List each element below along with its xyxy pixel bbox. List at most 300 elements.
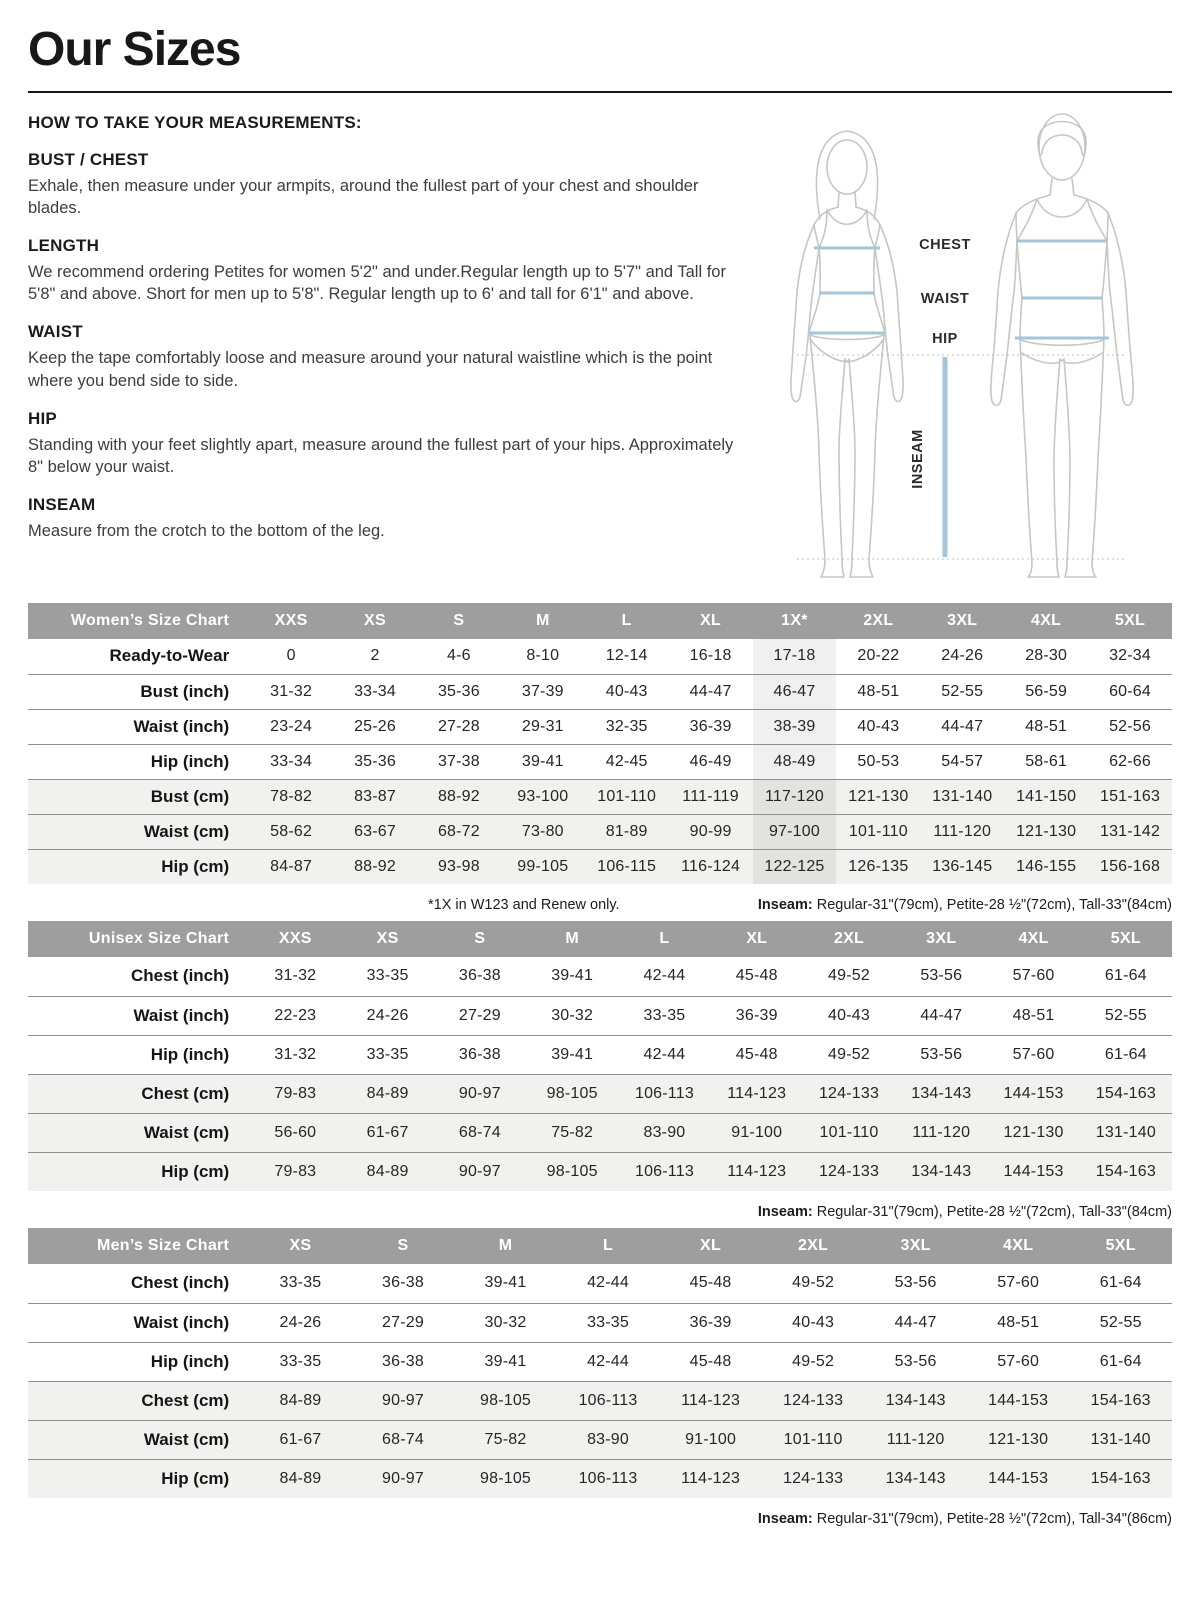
size-cell: 58-61: [1025, 752, 1068, 770]
footnote-1x-note: *1X in W123 and Renew only.: [428, 897, 620, 913]
size-cell: 117-120: [753, 779, 837, 814]
unisex-size-chart-block: [28, 921, 1172, 1220]
size-cell: 90-97: [382, 1391, 424, 1409]
size-cell: 106-113: [578, 1469, 638, 1487]
size-cell: 53-56: [894, 1352, 937, 1370]
mens-size-chart-block: [28, 1228, 1172, 1527]
size-cell: 116-124: [681, 857, 741, 875]
male-hair-path: [1038, 122, 1086, 156]
size-cell: 114-123: [727, 1084, 787, 1102]
size-cell: 124-133: [783, 1391, 844, 1409]
size-cell: 50-53: [857, 752, 900, 770]
size-cell: 62-66: [1109, 752, 1151, 770]
section-body: Standing with your feet slightly apart, measure around the fullest part of your hips. Approximately 8" below your waist.: [28, 435, 734, 476]
size-cell: 27-29: [458, 1006, 501, 1024]
size-cell: 36-38: [458, 1045, 501, 1063]
size-cell: 33-35: [279, 1274, 322, 1292]
header-row: [28, 921, 1172, 957]
table-row: [28, 849, 1172, 884]
section-length: [28, 236, 743, 305]
male-shoulders: [1016, 195, 1108, 213]
section-body: We recommend ordering Petites for women 5'2" and under.Regular length up to 5'7" and Tall for 5'8" and above. Short for men up to 5'8". Regular length up to 6' and tall for 6'1" and above.: [28, 263, 726, 304]
size-cell: 53-56: [894, 1274, 937, 1292]
size-cell: 121-130: [988, 1430, 1049, 1448]
size-cell: 31-32: [270, 682, 313, 700]
size-cell: 156-168: [1099, 857, 1161, 875]
womens-size-chart-block: [28, 603, 1172, 913]
size-cell: 36-39: [689, 717, 732, 735]
size-cell: 97-100: [753, 814, 837, 849]
table-row: [28, 1381, 1172, 1420]
mens-footnote: [28, 1511, 1172, 1527]
size-cell: 154-163: [1095, 1084, 1156, 1102]
column-header: XS: [341, 921, 433, 957]
size-cell: 39-41: [551, 967, 594, 985]
column-header: 4XL: [967, 1228, 1070, 1264]
size-cell: 141-150: [1016, 787, 1077, 805]
size-cell: 52-55: [1104, 1006, 1147, 1024]
table-row: [28, 996, 1172, 1035]
size-cell: 88-92: [437, 787, 480, 805]
size-cell: 122-125: [753, 849, 837, 884]
size-cell: 84-89: [366, 1084, 409, 1102]
size-cell: 44-47: [941, 717, 984, 735]
column-header: S: [352, 1228, 455, 1264]
measurement-section: [28, 113, 1172, 579]
size-cell: 144-153: [988, 1391, 1049, 1409]
column-header: 3XL: [895, 921, 987, 957]
size-cell: 17-18: [753, 639, 837, 674]
size-cell: 134-143: [911, 1162, 972, 1180]
size-cell: 131-140: [1095, 1123, 1156, 1141]
female-shoulders: [814, 207, 880, 225]
column-header: XS: [333, 603, 417, 639]
size-cell: 52-55: [1099, 1313, 1142, 1331]
size-cell: 75-82: [484, 1430, 527, 1448]
male-shorts: [1020, 340, 1104, 363]
size-cell: 42-44: [587, 1352, 629, 1370]
size-cell: 106-115: [597, 857, 657, 875]
male-left-leg: [1020, 338, 1060, 577]
size-cell: 134-143: [911, 1084, 972, 1102]
row-label: Hip (cm): [161, 1161, 230, 1181]
size-cell: 106-113: [634, 1162, 694, 1180]
size-cell: 32-34: [1109, 647, 1151, 665]
size-cell: 27-28: [437, 717, 480, 735]
size-cell: 42-45: [605, 752, 648, 770]
size-cell: 101-110: [819, 1123, 879, 1141]
size-cell: 44-47: [689, 682, 732, 700]
title-divider: [28, 91, 1172, 93]
size-cell: 33-35: [366, 1045, 409, 1063]
size-cell: 45-48: [689, 1352, 732, 1370]
size-cell: 49-52: [792, 1352, 835, 1370]
size-cell: 124-133: [818, 1162, 880, 1180]
female-left-leg: [810, 335, 845, 577]
column-header: 2XL: [762, 1228, 865, 1264]
size-cell: 42-44: [587, 1274, 629, 1292]
male-neck: [1050, 179, 1074, 195]
size-cell: 32-35: [605, 717, 648, 735]
column-header: M: [501, 603, 585, 639]
size-cell: 124-133: [818, 1084, 880, 1102]
column-header: L: [557, 1228, 660, 1264]
size-cell: 49-52: [828, 1045, 870, 1063]
size-cell: 101-110: [597, 787, 657, 805]
footnote-inseam: [758, 897, 1172, 913]
row-label: Waist (cm): [143, 1429, 230, 1449]
size-cell: 79-83: [274, 1084, 317, 1102]
size-cell: 68-72: [437, 822, 480, 840]
column-header: XL: [659, 1228, 762, 1264]
size-cell: 61-67: [366, 1123, 409, 1141]
size-cell: 83-90: [643, 1123, 686, 1141]
size-cell: 46-47: [753, 674, 837, 709]
size-cell: 40-43: [792, 1313, 835, 1331]
size-cell: 68-74: [458, 1123, 501, 1141]
size-cell: 33-35: [279, 1352, 322, 1370]
section-heading: BUST / CHEST: [28, 150, 149, 169]
female-right-leg: [849, 335, 884, 577]
section-heading: HIP: [28, 408, 57, 428]
size-cell: 83-90: [587, 1430, 629, 1448]
size-cell: 114-123: [681, 1469, 741, 1487]
table-title: Women’s Size Chart: [28, 603, 249, 639]
womens-size-chart-table: [28, 603, 1172, 884]
measurement-labels: [910, 237, 971, 489]
size-cell: 27-29: [382, 1313, 424, 1331]
column-header: M: [526, 921, 618, 957]
table-row: [28, 1035, 1172, 1074]
size-cell: 56-60: [274, 1123, 317, 1141]
size-cell: 31-32: [274, 1045, 317, 1063]
size-cell: 45-48: [735, 1045, 778, 1063]
table-row: [28, 1074, 1172, 1113]
male-left-arm: [991, 213, 1017, 405]
size-cell: 45-48: [735, 967, 778, 985]
measurement-diagram: [743, 107, 1172, 579]
size-cell: 73-80: [521, 822, 564, 840]
male-torso-right: [1102, 213, 1108, 338]
male-neckline: [1017, 199, 1107, 241]
size-cell: 25-26: [354, 717, 396, 735]
size-cell: 40-43: [857, 717, 900, 735]
footnote-inseam-label: Inseam:: [757, 1511, 813, 1527]
size-cell: 63-67: [354, 822, 396, 840]
row-label: Hip (inch): [150, 1351, 230, 1371]
row-label: Bust (inch): [140, 681, 230, 701]
female-figure: [791, 131, 903, 577]
page-title: Our Sizes: [28, 23, 241, 76]
footnote-inseam-values: Regular-31"(79cm), Petite-28 ½"(72cm), Tall-33"(84cm): [816, 1204, 1172, 1220]
size-cell: 146-155: [1016, 857, 1077, 875]
female-hair-path: [816, 131, 877, 219]
column-header: XL: [711, 921, 803, 957]
size-cell: 111-119: [682, 787, 739, 805]
size-cell: 35-36: [354, 752, 396, 770]
size-cell: 90-97: [458, 1084, 501, 1102]
size-cell: 29-31: [521, 717, 564, 735]
size-cell: 42-44: [643, 967, 686, 985]
size-cell: 39-41: [521, 752, 564, 770]
size-cell: 60-64: [1109, 682, 1151, 700]
size-cell: 31-32: [274, 967, 317, 985]
male-head: [1039, 114, 1085, 180]
size-cell: 39-41: [484, 1352, 527, 1370]
size-cell: 36-39: [689, 1313, 732, 1331]
size-cell: 90-97: [382, 1469, 424, 1487]
size-cell: 33-34: [354, 682, 396, 700]
size-cell: 93-98: [437, 857, 480, 875]
male-figure: [991, 114, 1133, 577]
size-cell: 114-123: [727, 1162, 787, 1180]
table-row: [28, 744, 1172, 779]
table-title: Men’s Size Chart: [28, 1228, 249, 1264]
size-cell: 151-163: [1099, 787, 1161, 805]
size-cell: 106-113: [634, 1084, 694, 1102]
size-cell: 101-110: [848, 822, 908, 840]
size-cell: 48-49: [753, 744, 837, 779]
row-label: Ready-to-Wear: [109, 646, 230, 666]
column-header: XXS: [249, 921, 341, 957]
size-cell: 84-89: [279, 1391, 322, 1409]
column-header: L: [618, 921, 710, 957]
size-cell: 33-35: [587, 1313, 629, 1331]
hip-label: HIP: [932, 331, 958, 347]
size-cell: 57-60: [1012, 1045, 1055, 1063]
size-cell: 90-99: [689, 822, 732, 840]
size-cell: 49-52: [828, 967, 870, 985]
column-header: 5XL: [1088, 603, 1172, 639]
size-cell: 0: [286, 647, 296, 665]
footnote-inseam-label: Inseam:: [757, 897, 813, 913]
table-row: [28, 957, 1172, 996]
column-header: 3XL: [920, 603, 1004, 639]
table-row: [28, 1459, 1172, 1498]
size-cell: 23-24: [270, 717, 313, 735]
size-cell: 61-64: [1099, 1352, 1142, 1370]
size-cell: 54-57: [941, 752, 984, 770]
size-cell: 98-105: [546, 1162, 598, 1180]
size-cell: 52-56: [1109, 717, 1151, 735]
header-row: [28, 603, 1172, 639]
table-row: [28, 1113, 1172, 1152]
size-cell: 57-60: [1012, 967, 1055, 985]
column-header: 1X*: [753, 603, 837, 639]
row-label: Chest (cm): [141, 1390, 230, 1410]
size-cell: 136-145: [932, 857, 993, 875]
row-label: Chest (cm): [141, 1083, 230, 1103]
size-cell: 98-105: [480, 1469, 532, 1487]
size-cell: 33-35: [366, 967, 409, 985]
size-cell: 131-140: [1090, 1430, 1151, 1448]
size-cell: 33-34: [270, 752, 313, 770]
size-cell: 39-41: [551, 1045, 594, 1063]
size-cell: 84-87: [270, 857, 313, 875]
table-row: [28, 1264, 1172, 1303]
size-cell: 16-18: [689, 647, 732, 665]
size-cell: 98-105: [546, 1084, 598, 1102]
column-header: XS: [249, 1228, 352, 1264]
size-cell: 48-51: [1012, 1006, 1055, 1024]
size-cell: 131-142: [1099, 822, 1161, 840]
size-cell: 154-163: [1090, 1469, 1151, 1487]
womens-footnote: [28, 897, 1172, 913]
unisex-footnote: [28, 1204, 1172, 1220]
table-row: [28, 1342, 1172, 1381]
female-bikini: [810, 335, 884, 362]
size-cell: 68-74: [382, 1430, 424, 1448]
size-cell: 84-89: [279, 1469, 322, 1487]
column-header: 5XL: [1080, 921, 1172, 957]
row-label: Hip (cm): [161, 856, 230, 876]
inseam-label: INSEAM: [910, 429, 926, 489]
mens-size-chart-table: [28, 1228, 1172, 1498]
table-row: [28, 1303, 1172, 1342]
male-right-leg: [1064, 338, 1104, 577]
section-heading: WAIST: [28, 322, 83, 342]
table-row: [28, 709, 1172, 744]
size-cell: 48-51: [997, 1313, 1040, 1331]
table-row: [28, 674, 1172, 709]
size-cell: 44-47: [920, 1006, 963, 1024]
size-cell: 144-153: [1003, 1084, 1064, 1102]
size-cell: 40-43: [605, 682, 648, 700]
measurement-instructions: [28, 113, 743, 579]
size-cell: 101-110: [783, 1430, 843, 1448]
row-label: Waist (inch): [133, 1312, 230, 1332]
size-cell: 12-14: [605, 647, 648, 665]
size-cell: 154-163: [1090, 1391, 1151, 1409]
size-cell: 61-64: [1104, 967, 1147, 985]
row-label: Hip (inch): [150, 751, 230, 771]
size-cell: 90-97: [458, 1162, 501, 1180]
size-cell: 49-52: [792, 1274, 835, 1292]
footnote-inseam-label: Inseam:: [757, 1204, 813, 1220]
size-cell: 134-143: [885, 1469, 946, 1487]
size-cell: 58-62: [270, 822, 313, 840]
size-cell: 83-87: [354, 787, 396, 805]
column-header: S: [417, 603, 501, 639]
section-body: Keep the tape comfortably loose and measure around your natural waistline which is the point where you bend side to side.: [28, 349, 713, 390]
section-body: Exhale, then measure under your armpits, around the fullest part of your chest and shoulder blades.: [28, 177, 699, 218]
size-cell: 2: [370, 647, 380, 665]
row-label: Chest (inch): [130, 966, 230, 986]
size-cell: 121-130: [848, 787, 909, 805]
size-cell: 38-39: [753, 709, 837, 744]
table-row: [28, 814, 1172, 849]
column-header: 4XL: [987, 921, 1079, 957]
size-cell: 84-89: [366, 1162, 409, 1180]
size-cell: 46-49: [689, 752, 732, 770]
section-waist: [28, 322, 743, 391]
size-cell: 22-23: [274, 1006, 317, 1024]
size-cell: 91-100: [685, 1430, 737, 1448]
column-header: 3XL: [864, 1228, 967, 1264]
size-cell: 33-35: [643, 1006, 686, 1024]
column-header: 2XL: [836, 603, 920, 639]
size-cell: 8-10: [526, 647, 560, 665]
size-cell: 61-67: [279, 1430, 322, 1448]
row-label: Hip (inch): [150, 1044, 230, 1064]
size-cell: 4-6: [447, 647, 471, 665]
column-header: M: [454, 1228, 557, 1264]
size-cell: 53-56: [920, 1045, 963, 1063]
column-header: S: [434, 921, 526, 957]
section-hip: [28, 409, 743, 478]
size-cell: 57-60: [997, 1352, 1040, 1370]
size-cell: 111-120: [912, 1123, 971, 1141]
size-cell: 45-48: [689, 1274, 732, 1292]
size-cell: 48-51: [857, 682, 900, 700]
size-cell: 24-26: [941, 647, 984, 665]
column-header: XXS: [249, 603, 333, 639]
section-body: Measure from the crotch to the bottom of the leg.: [28, 521, 385, 540]
size-cell: 37-39: [521, 682, 564, 700]
footnote-inseam: [758, 1204, 1172, 1220]
body-measurement-illustration: [752, 107, 1172, 579]
size-cell: 36-38: [458, 967, 501, 985]
size-cell: 44-47: [894, 1313, 937, 1331]
column-header: XL: [669, 603, 753, 639]
size-cell: 144-153: [988, 1469, 1049, 1487]
size-cell: 37-38: [437, 752, 480, 770]
size-cell: 79-83: [274, 1162, 317, 1180]
row-label: Waist (cm): [143, 821, 230, 841]
size-cell: 42-44: [643, 1045, 686, 1063]
size-cell: 36-38: [382, 1352, 424, 1370]
table-title: Unisex Size Chart: [28, 921, 249, 957]
footnote-inseam: [758, 1511, 1172, 1527]
male-torso-left: [1016, 213, 1022, 338]
row-label: Bust (cm): [150, 786, 230, 806]
size-cell: 131-140: [932, 787, 993, 805]
size-cell: 121-130: [1003, 1123, 1064, 1141]
size-cell: 91-100: [731, 1123, 783, 1141]
table-row: [28, 1152, 1172, 1191]
size-cell: 61-64: [1099, 1274, 1142, 1292]
size-cell: 24-26: [366, 1006, 409, 1024]
chest-label: CHEST: [919, 237, 971, 253]
size-cell: 30-32: [551, 1006, 594, 1024]
size-cell: 78-82: [270, 787, 313, 805]
size-cell: 61-64: [1104, 1045, 1147, 1063]
size-cell: 111-120: [886, 1430, 945, 1448]
column-header: L: [585, 603, 669, 639]
size-cell: 35-36: [437, 682, 480, 700]
row-label: Waist (cm): [143, 1122, 230, 1142]
size-cell: 24-26: [279, 1313, 322, 1331]
footnote-inseam-values: Regular-31"(79cm), Petite-28 ½"(72cm), Tall-33"(84cm): [816, 897, 1172, 913]
waist-label: WAIST: [920, 291, 970, 307]
size-cell: 126-135: [848, 857, 909, 875]
section-heading: INSEAM: [28, 494, 96, 514]
row-label: Waist (inch): [133, 1005, 230, 1025]
size-cell: 124-133: [783, 1469, 844, 1487]
size-cell: 56-59: [1025, 682, 1068, 700]
size-cell: 75-82: [551, 1123, 594, 1141]
instructions-heading: HOW TO TAKE YOUR MEASUREMENTS:: [28, 113, 362, 132]
table-row: [28, 639, 1172, 674]
row-label: Waist (inch): [133, 716, 230, 736]
size-cell: 154-163: [1095, 1162, 1156, 1180]
size-cell: 88-92: [354, 857, 396, 875]
female-neckline: [819, 210, 875, 248]
size-cell: 114-123: [681, 1391, 741, 1409]
header-row: [28, 1228, 1172, 1264]
size-cell: 93-100: [517, 787, 569, 805]
size-cell: 144-153: [1003, 1162, 1064, 1180]
